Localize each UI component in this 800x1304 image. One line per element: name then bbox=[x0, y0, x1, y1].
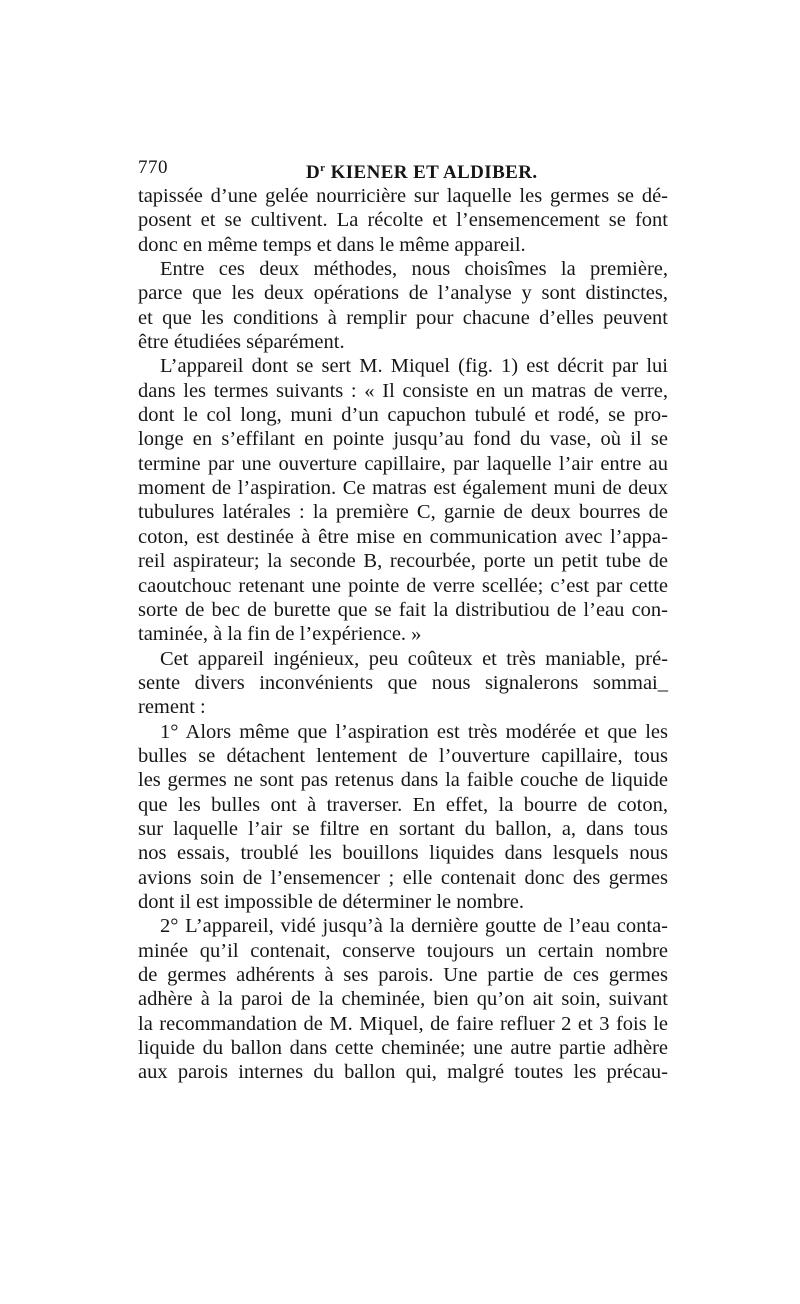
text-line: L’appareil dont se sert M. Miquel (fig. 1) est décrit par lui bbox=[160, 355, 668, 378]
text-line: moment de l’aspiration. Ce matras est également muni de deux bbox=[138, 477, 668, 500]
text-line: dans les termes suivants : « Il consiste en un matras de verre, bbox=[138, 379, 668, 402]
text-line: sente divers inconvénients que nous signalerons sommai_ bbox=[138, 671, 668, 694]
text-line: aux parois internes du ballon qui, malgré toutes les précau- bbox=[138, 1061, 668, 1084]
page-header bbox=[138, 153, 668, 183]
text-line: donc en même temps et dans le même appareil. bbox=[138, 233, 526, 256]
running-head bbox=[306, 153, 538, 188]
text-line: les germes ne sont pas retenus dans la faible couche de liquide bbox=[138, 769, 668, 792]
text-line: avions soin de l’ensemencer ; elle contenait donc des germes bbox=[138, 866, 668, 889]
text-line: coton, est destinée à être mise en communication avec l’appa- bbox=[138, 525, 668, 548]
text-line: bulles se détachent lentement de l’ouverture capillaire, tous bbox=[138, 744, 668, 767]
page-number: 770 bbox=[138, 157, 168, 178]
text-line: de germes adhérents à ses parois. Une partie de ces germes bbox=[138, 964, 668, 986]
text-line: termine par une ouverture capillaire, par laquelle l’air entre au bbox=[138, 452, 668, 475]
text-line: dont il est impossible de déterminer le nombre. bbox=[138, 890, 524, 913]
text-line: 1° Alors même que l’aspiration est très modérée et que les bbox=[160, 720, 668, 743]
text-line: longe en s’effilant en pointe jusqu’au fond du vase, où il se bbox=[138, 428, 668, 451]
text-line: sorte de bec de burette que se fait la distributiou de l’eau con- bbox=[138, 598, 668, 621]
body-text bbox=[138, 184, 668, 1085]
running-head-superscript: r bbox=[320, 162, 326, 174]
text-line: Entre ces deux méthodes, nous choisîmes la première, bbox=[160, 258, 668, 281]
text-line: être étudiées séparément. bbox=[138, 331, 345, 354]
text-line: minée qu’il contenait, conserve toujours un certain nombre bbox=[138, 939, 668, 962]
running-head-authors: KIENER ET ALDIBER. bbox=[325, 162, 538, 183]
text-line: nos essais, troublé les bouillons liquides dans lesquels nous bbox=[138, 842, 668, 865]
text-line: la recommandation de M. Miquel, de faire refluer 2 et 3 fois le bbox=[138, 1012, 668, 1035]
text-line: taminée, à la fin de l’expérience. » bbox=[138, 623, 422, 646]
text-line: rement : bbox=[138, 696, 206, 719]
text-line: caoutchouc retenant une pointe de verre scellée; c’est par cette bbox=[138, 574, 668, 597]
text-line: que les bulles ont à traverser. En effet, la bourre de coton, bbox=[138, 793, 668, 816]
running-head-prefix: D bbox=[306, 162, 321, 183]
text-line: 2° L’appareil, vidé jusqu’à la dernière goutte de l’eau conta- bbox=[160, 915, 668, 938]
text-line: reil aspirateur; la seconde B, recourbée, porte un petit tube de bbox=[138, 550, 668, 573]
text-line: liquide du ballon dans cette cheminée; une autre partie adhère bbox=[138, 1037, 668, 1060]
text-line: sur laquelle l’air se filtre en sortant du ballon, a, dans tous bbox=[138, 817, 668, 840]
text-line: tubulures latérales : la première C, garnie de deux bourres de bbox=[138, 501, 668, 524]
text-line: adhère à la paroi de la cheminée, bien qu’on ait soin, suivant bbox=[138, 988, 668, 1011]
text-line: tapissée d’une gelée nourricière sur laquelle les germes se dé- bbox=[138, 185, 668, 207]
text-line: Cet appareil ingénieux, peu coûteux et très maniable, pré- bbox=[160, 647, 668, 670]
text-line: posent et se cultivent. La récolte et l’ensemencement se font bbox=[138, 209, 668, 232]
text-line: dont le col long, muni d’un capuchon tubulé et rodé, se pro- bbox=[138, 404, 668, 427]
text-line: parce que les deux opérations de l’analyse y sont distinctes, bbox=[138, 282, 668, 305]
text-line: et que les conditions à remplir pour chacune d’elles peuvent bbox=[138, 306, 668, 329]
